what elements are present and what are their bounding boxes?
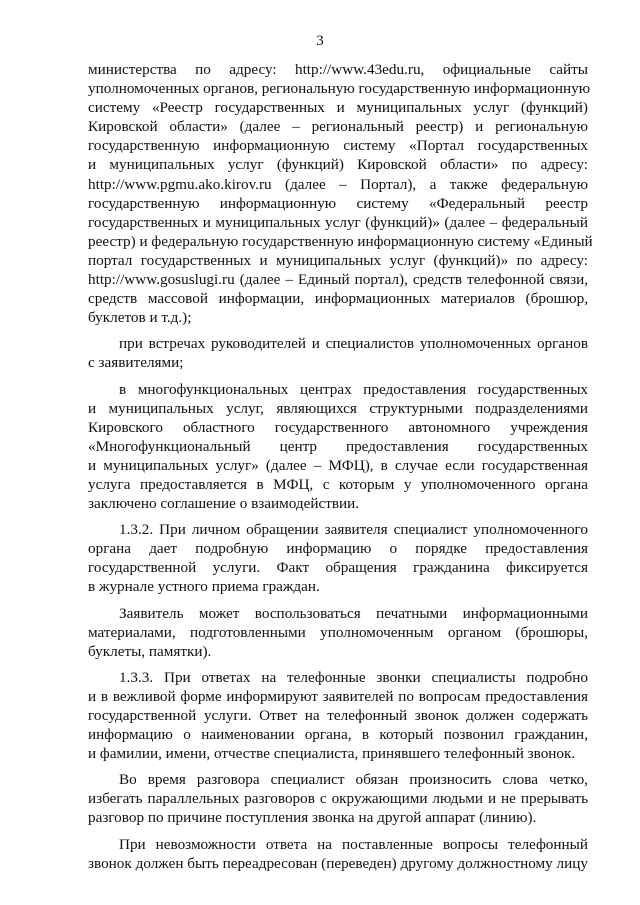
paragraph-printed-materials [88,604,588,661]
text-line: избегать параллельных разговоров с окружающими людьми и не прерывать [88,790,588,808]
text-line: портал государственных и муниципальных услуг (функций)» по адресу: [88,251,588,269]
text-line: уполномоченных органов, региональную государственную информационную [88,80,591,98]
text-line: буклетов и т.д.); [88,309,192,327]
text-line: «Многофункциональный центр предоставления государственных [88,437,588,455]
text-line: министерства по адресу: http://www.43edu.ru, официальные сайты [88,61,588,78]
text-line: разговор по причине поступления звонка на другой аппарат (линию). [88,809,537,827]
text-line: звонок должен быть переадресован (переведен) другому должностному лицу [88,854,588,872]
page-number: 3 [316,33,324,49]
paragraph-section-1-3-2 [88,520,588,596]
text-line: и в вежливой форме информируют заявителей по вопросам предоставления [88,687,588,705]
text-line: систему «Реестр государственных и муниципальных услуг (функций) [88,99,588,117]
text-line: государственных и муниципальных услуг (функций)» (далее – федеральный [88,213,588,231]
text-line: и муниципальных услуг, являющихся структурными подразделениями [88,399,588,417]
text-line: с заявителями; [88,354,184,372]
paragraph-mfc [88,380,588,514]
paragraph-section-1-3-3 [88,668,588,763]
text-line: материалами, подготовленными уполномоченным органом (брошюры, [88,623,588,641]
text-line: средств массовой информации, информационных материалов (брошюр, [88,290,588,308]
text-line: государственной услуги. Факт обращения гражданина фиксируется [88,559,588,577]
paragraph-information-channels [88,60,593,327]
text-line: информацию о наименовании органа, в который позвонил гражданин, [88,726,588,744]
text-line: Кировского областного государственного автономного учреждения [88,418,588,436]
text-line: http://www.pgmu.ako.kirov.ru (далее – Портал), а также федеральную [88,175,588,193]
paragraph-meetings [88,334,588,372]
text-line: http://www.gosuslugi.ru (далее – Единый портал), средств телефонной связи, [88,271,588,289]
text-line: Заявитель может воспользоваться печатными информационными [119,604,588,622]
document-body [88,60,593,880]
text-line: государственную информационную систему «Федеральный реестр [88,194,588,212]
text-line: и муниципальных услуг» (далее – МФЦ), в случае если государственная [88,456,588,474]
text-line: услуга предоставляется в МФЦ, с которым у уполномоченного органа [88,475,588,493]
text-line: заключено соглашение о взаимодействии. [88,495,360,513]
text-line: 1.3.3. При ответах на телефонные звонки специалисты подробно [119,668,588,686]
text-line: При невозможности ответа на поставленные вопросы телефонный [119,835,588,853]
text-line: в многофункциональных центрах предоставления государственных [119,380,588,398]
text-line: при встречах руководителей и специалистов уполномоченных органов [119,335,588,353]
text-line: 1.3.2. При личном обращении заявителя специалист уполномоченного [119,521,588,539]
text-line: государственную информационную систему «Портал государственных [88,137,588,155]
paragraph-conversation-rules [88,770,588,827]
text-line: реестр) и федеральную государственную информационную систему «Единый [88,232,593,250]
text-line: Во время разговора специалист обязан произносить слова четко, [119,771,588,789]
text-line: органа дает подробную информацию о порядке предоставления [88,540,588,558]
paragraph-call-redirect [88,835,588,873]
text-line: буклеты, памятки). [88,642,212,660]
text-line: и муниципальных услуг (функций) Кировской области» по адресу: [88,156,588,174]
text-line: государственной услуги. Ответ на телефонный звонок должен содержать [88,707,588,724]
text-line: и фамилии, имени, отчестве специалиста, принявшего телефонный звонок. [88,745,576,763]
text-line: в журнале устного приема граждан. [88,578,320,596]
text-line: Кировской области» (далее – региональный реестр) и региональную [88,118,588,136]
